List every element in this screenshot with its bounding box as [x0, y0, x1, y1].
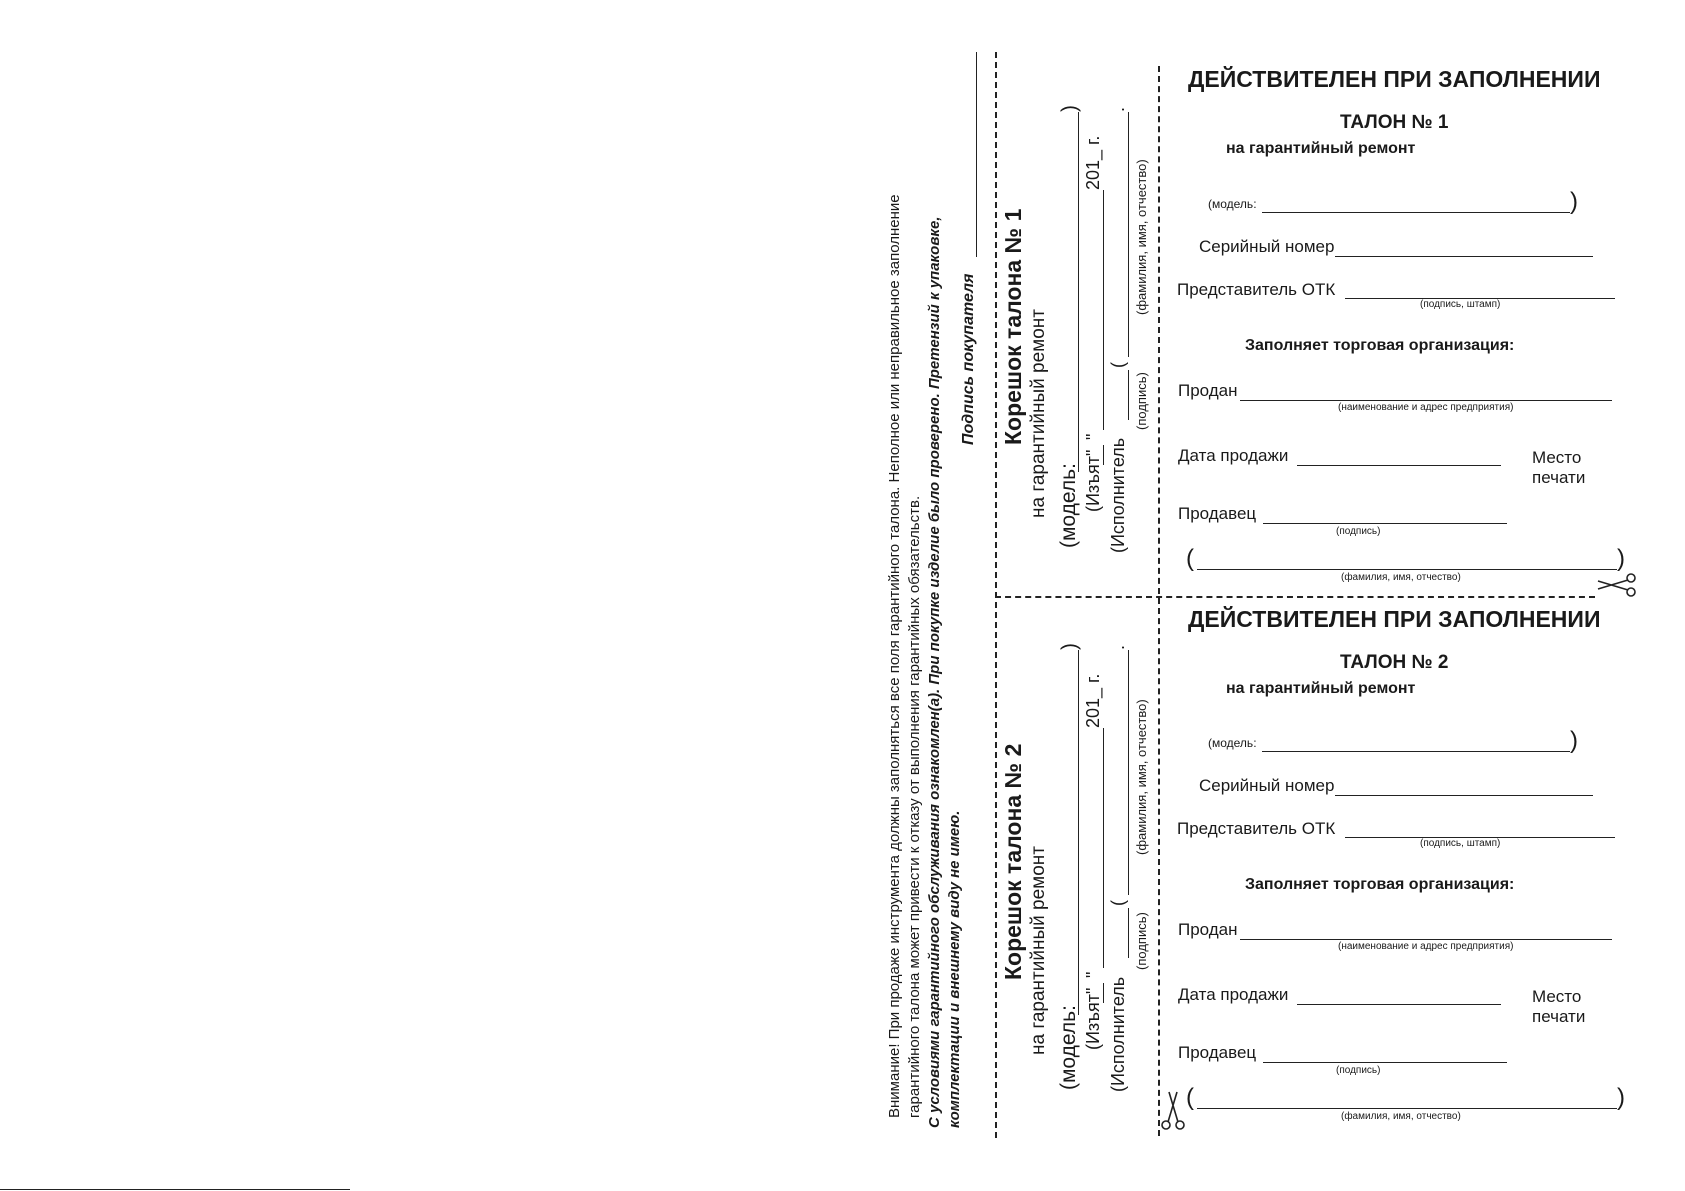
coupon-2-seller-hint: (подпись): [1336, 1065, 1381, 1076]
coupon-1-trade-heading: Заполняет торговая организация:: [1245, 337, 1515, 354]
stub-1-model-close: ): [1058, 105, 1081, 112]
coupon-2-model-label: (модель:: [1208, 736, 1257, 750]
stub-2-model-close: ): [1058, 643, 1081, 650]
coupon-1-sold-hint: (наименование и адрес предприятия): [1338, 402, 1514, 413]
buyer-signature-label: Подпись покупателя: [960, 273, 977, 445]
stub-1-executor-sign-line: [1128, 370, 1129, 420]
stub-2-removed-quote: ": [1083, 971, 1103, 978]
notice-line-1: Внимание! При продаже инструмента должны заполняться все поля гарантийного талона. Неполное или неправильное заполнение: [886, 194, 903, 1118]
coupon-1-seller-label: Продавец: [1178, 504, 1257, 523]
stub-2-subtitle: на гарантийный ремонт: [1028, 846, 1049, 1055]
coupon-1-sold-line[interactable]: [1240, 400, 1612, 401]
stub-1-removed-quote: ": [1083, 433, 1103, 440]
coupon-2-seller-line[interactable]: [1263, 1062, 1507, 1063]
cut-line-horizontal: [995, 596, 1595, 598]
coupon-1-sold-label: Продан: [1178, 381, 1238, 400]
stub-2-removed-label: (Изъят": [1083, 987, 1103, 1050]
stub-2-executor-open-paren: (: [1108, 900, 1128, 906]
coupon-2-fio-open: (: [1186, 1084, 1194, 1111]
coupon-2-date-label: Дата продажи: [1178, 985, 1289, 1004]
stub-2-executor-label: (Исполнитель: [1108, 976, 1128, 1092]
notice-line-2: гарантийного талона может привести к отказу от выполнения гарантийных обязательств.: [906, 495, 923, 1118]
stub-1-removed-label: (Изъят": [1083, 449, 1103, 512]
stub-1-model-line: [1078, 112, 1079, 472]
coupon-1-model-label: (модель:: [1208, 197, 1257, 211]
coupon-2-stamp-label-1: Место: [1532, 987, 1582, 1006]
stub-1-removed-month-line: [1103, 190, 1104, 430]
coupon-2-header: ДЕЙСТВИТЕЛЕН ПРИ ЗАПОЛНЕНИИ: [1188, 606, 1601, 632]
coupon-1-serial-line[interactable]: [1335, 256, 1593, 257]
coupon-1-stamp-label-2: печати: [1532, 468, 1586, 487]
coupon-1-model-line[interactable]: [1262, 212, 1570, 213]
buyer-signature-line: [976, 52, 977, 257]
stub-1-sign-hint: (подпись): [1134, 372, 1149, 430]
coupon-2-date-line[interactable]: [1297, 1004, 1501, 1005]
scissors-icon: [1594, 572, 1638, 598]
coupon-2-serial-line[interactable]: [1335, 795, 1593, 796]
coupon-2-trade-heading: Заполняет торговая организация:: [1245, 876, 1515, 893]
coupon-1-fio-line[interactable]: [1197, 569, 1617, 570]
notice-line-3: С условиями гарантийного обслуживания ознакомлен(а). При покупке изделие было проверено. Претензий к упаковке,: [926, 216, 943, 1128]
stub-2-model-line: [1078, 650, 1079, 1015]
notice-line-4: комплектации и внешнему виду не имею.: [946, 810, 963, 1128]
coupon-2-fio-hint: (фамилия, имя, отчество): [1341, 1111, 1461, 1122]
stub-1-model-label: (модель:: [1057, 463, 1080, 548]
stub-2-title: Корешок талона № 2: [1000, 743, 1026, 980]
stub-1-subtitle: на гарантийный ремонт: [1028, 309, 1049, 518]
coupon-1-fio-hint: (фамилия, имя, отчество): [1341, 572, 1461, 583]
coupon-2-otk-label: Представитель ОТК: [1177, 819, 1336, 838]
coupon-2-fio-close: ): [1617, 1084, 1625, 1111]
coupon-2-subtitle: на гарантийный ремонт: [1226, 680, 1416, 697]
stub-2-sign-hint: (подпись): [1134, 912, 1149, 970]
bottom-edge-line-left: [0, 1189, 350, 1190]
stub-1-executor-fio-line: [1128, 112, 1129, 357]
coupon-2-title: ТАЛОН № 2: [1340, 652, 1449, 673]
stub-2-removed-month-line: [1103, 728, 1104, 968]
scissors-icon: [1160, 1088, 1186, 1132]
coupon-1-fio-open: (: [1186, 545, 1194, 572]
stub-2-removed-day-line: [1103, 983, 1104, 1003]
coupon-2-otk-hint: (подпись, штамп): [1420, 838, 1501, 849]
cut-line-left: [995, 52, 997, 1138]
stub-2-executor-close: .: [1108, 644, 1128, 650]
coupon-1-title: ТАЛОН № 1: [1340, 112, 1449, 133]
stub-1-executor-open-paren: (: [1108, 362, 1128, 368]
stub-2-fio-hint: (фамилия, имя, отчество): [1134, 699, 1149, 855]
coupon-2-sold-line[interactable]: [1240, 939, 1612, 940]
stub-1-removed-day-line: [1103, 445, 1104, 465]
coupon-1-otk-label: Представитель ОТК: [1177, 280, 1336, 299]
coupon-2-sold-hint: (наименование и адрес предприятия): [1338, 941, 1514, 952]
coupon-1-seller-line[interactable]: [1263, 523, 1507, 524]
coupon-2-stamp-label-2: печати: [1532, 1007, 1586, 1026]
coupon-2-fio-line[interactable]: [1197, 1108, 1617, 1109]
coupon-2-model-close: ): [1570, 727, 1578, 754]
cut-line-middle: [1158, 66, 1160, 1136]
stub-2-model-label: (модель:: [1057, 1005, 1080, 1090]
stub-1-title: Корешок талона № 1: [1000, 208, 1026, 445]
coupon-2-sold-label: Продан: [1178, 920, 1238, 939]
stub-2-year-label: 201_ г.: [1083, 673, 1103, 728]
coupon-2-seller-label: Продавец: [1178, 1043, 1257, 1062]
stub-2-executor-sign-line: [1128, 908, 1129, 958]
stub-1-executor-close: .: [1108, 106, 1128, 112]
coupon-1-model-close: ): [1570, 188, 1578, 215]
coupon-1-header: ДЕЙСТВИТЕЛЕН ПРИ ЗАПОЛНЕНИИ: [1188, 66, 1601, 92]
coupon-2-serial-label: Серийный номер: [1199, 776, 1335, 795]
coupon-1-serial-label: Серийный номер: [1199, 237, 1335, 256]
coupon-1-date-label: Дата продажи: [1178, 446, 1289, 465]
coupon-1-fio-close: ): [1617, 545, 1625, 572]
coupon-1-date-line[interactable]: [1297, 465, 1501, 466]
stub-1-year-label: 201_ г.: [1083, 135, 1103, 190]
stub-1-fio-hint: (фамилия, имя, отчество): [1134, 159, 1149, 315]
coupon-1-seller-hint: (подпись): [1336, 526, 1381, 537]
coupon-1-otk-hint: (подпись, штамп): [1420, 299, 1501, 310]
stub-2-executor-fio-line: [1128, 650, 1129, 895]
coupon-1-subtitle: на гарантийный ремонт: [1226, 140, 1416, 157]
coupon-1-stamp-label-1: Место: [1532, 448, 1582, 467]
stub-1-executor-label: (Исполнитель: [1108, 437, 1128, 553]
coupon-2-model-line[interactable]: [1262, 751, 1570, 752]
